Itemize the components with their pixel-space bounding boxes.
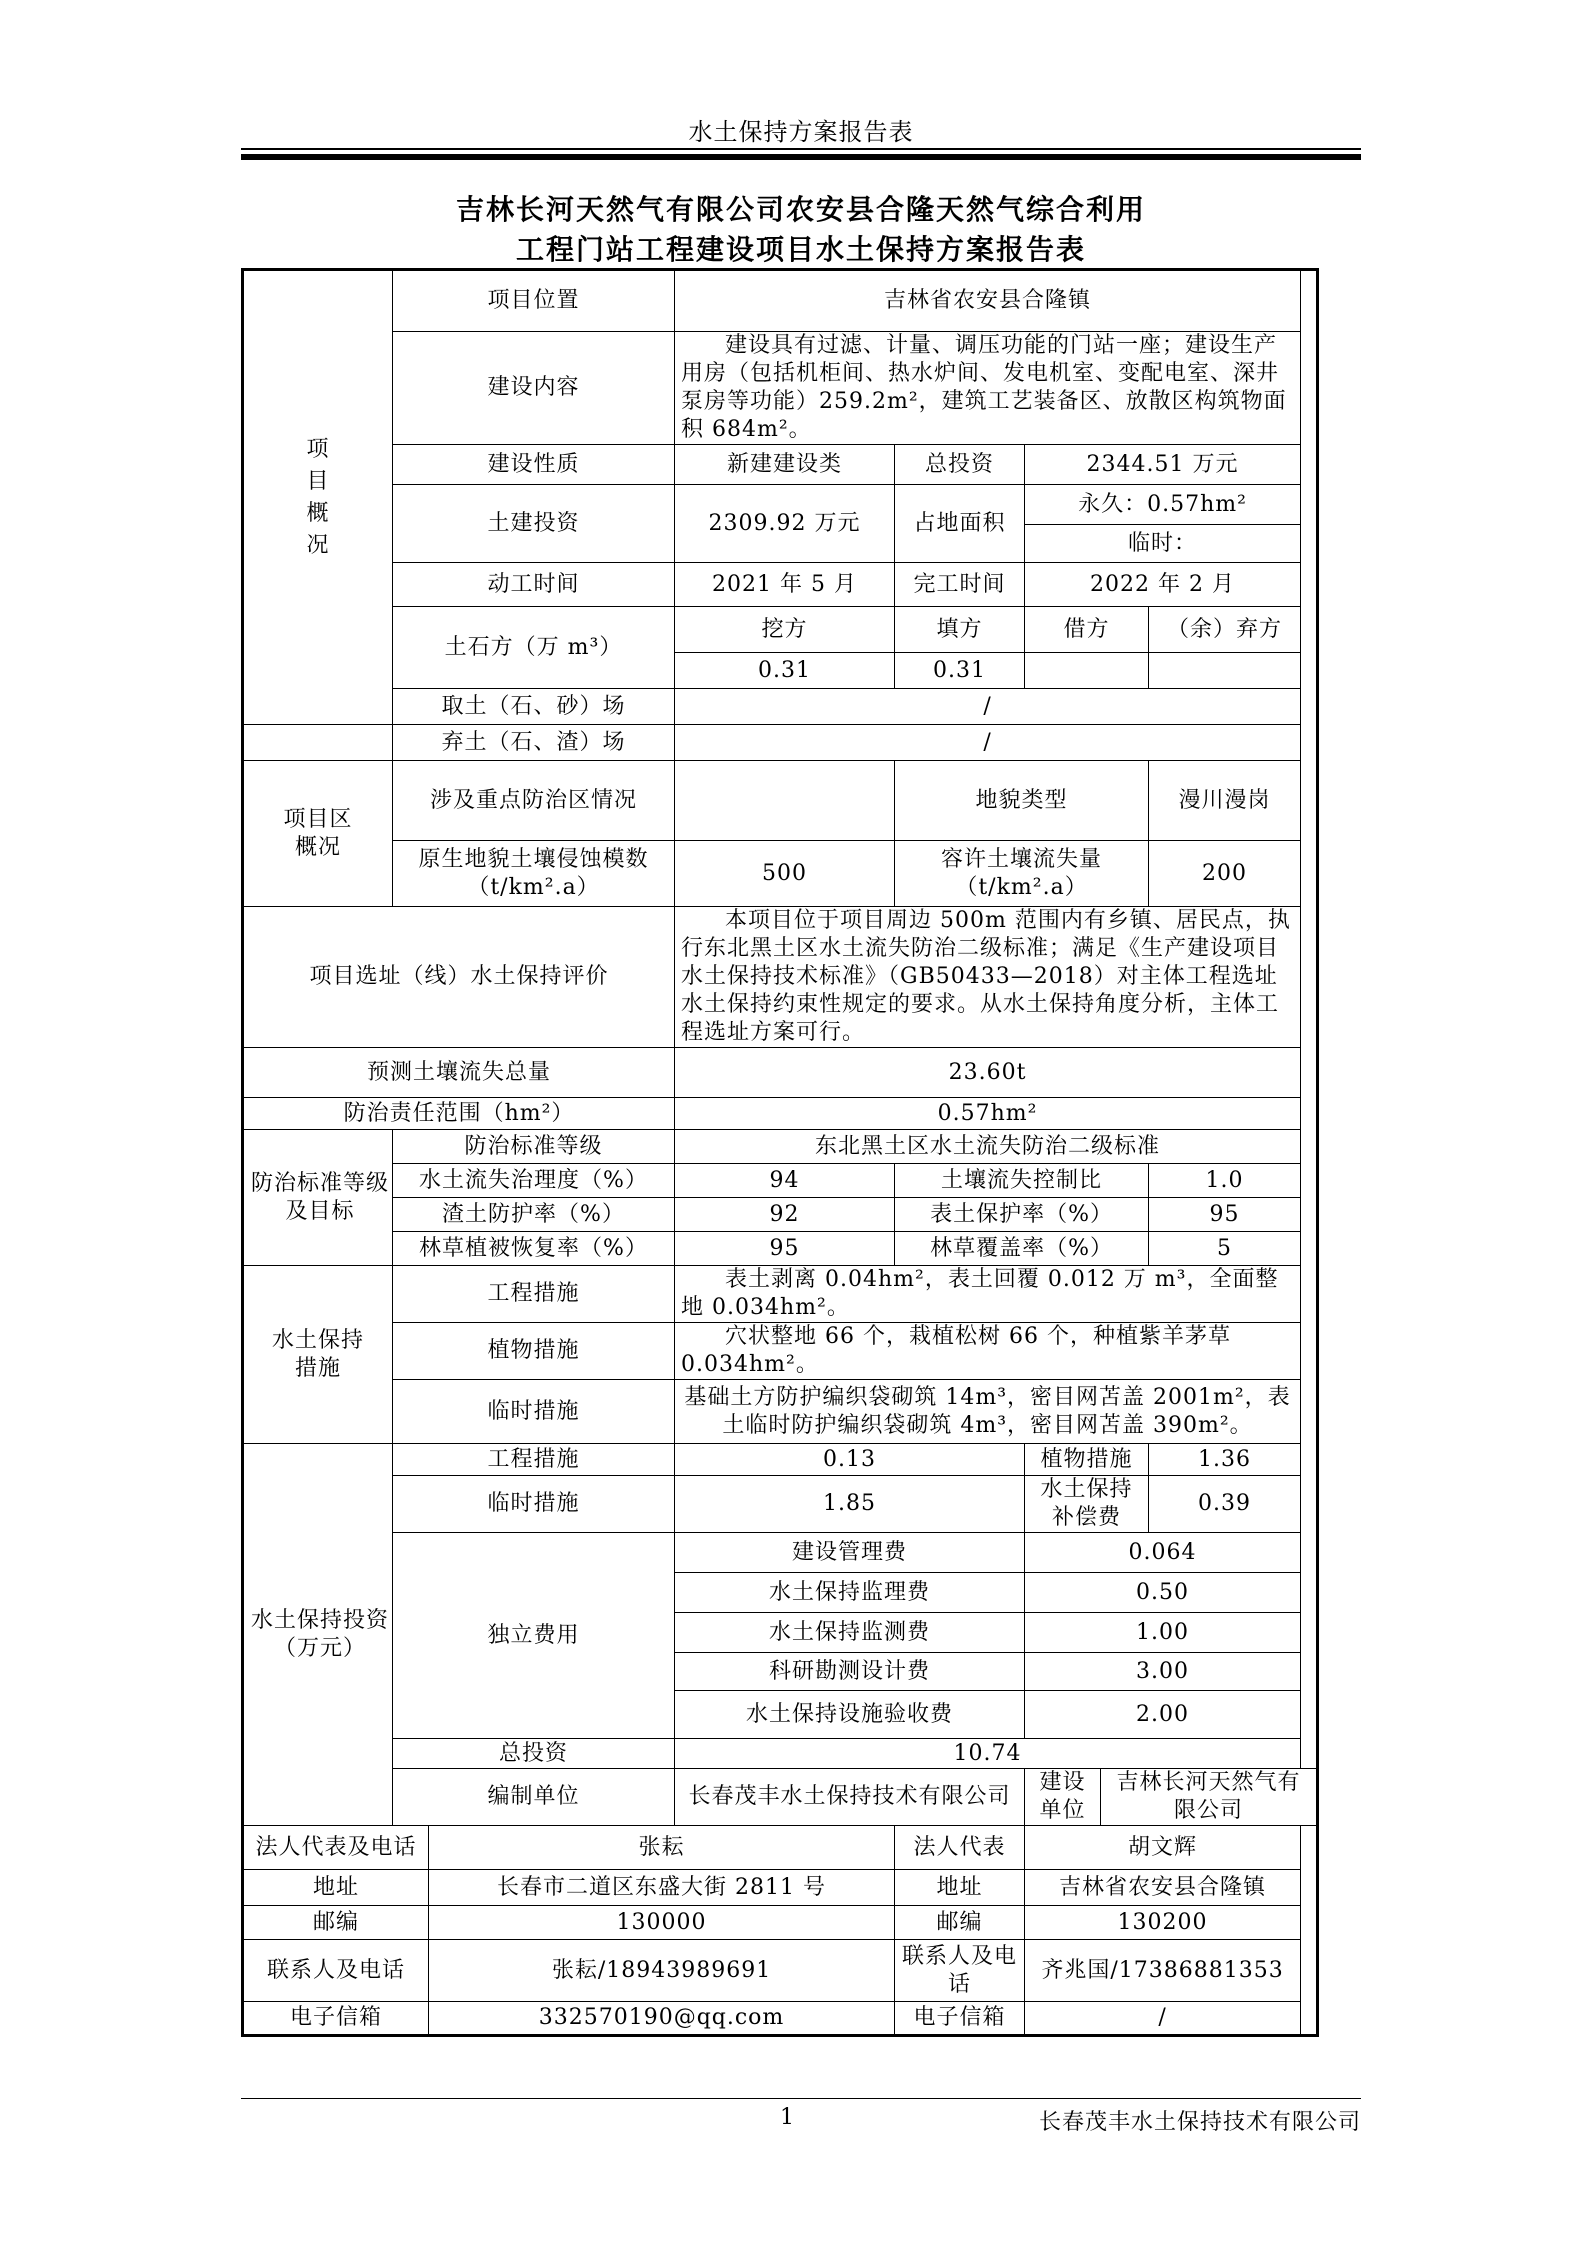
zip-left-value: 130000 [429, 1906, 895, 1940]
rep-right-value: 胡文辉 [1025, 1826, 1301, 1870]
rep-label: 法人代表 [895, 1826, 1025, 1870]
total-investment-label: 总投资 [895, 445, 1025, 485]
address-label: 地址 [895, 1870, 1025, 1906]
fee-label: 建设管理费 [675, 1533, 1025, 1573]
address-left-value: 长春市二道区东盛大街 2811 号 [429, 1870, 895, 1906]
header-rule-thin [241, 148, 1361, 150]
std-value: 5 [1149, 1232, 1301, 1266]
email-left-value: 332570190@qq.com [429, 2002, 895, 2036]
erosion-value: 500 [675, 841, 895, 907]
inv-veg-value: 1.36 [1149, 1444, 1301, 1476]
site-eval-label: 项目选址（线）水土保持评价 [243, 907, 675, 1048]
location-label: 项目位置 [393, 270, 675, 332]
inv-total-value: 10.74 [675, 1739, 1301, 1769]
inv-tmp-label: 临时措施 [393, 1476, 675, 1533]
std-label: 表土保护率（%） [895, 1198, 1149, 1232]
borrow-label: 借方 [1025, 607, 1149, 653]
address-right-value: 吉林省农安县合隆镇 [1025, 1870, 1301, 1906]
fill-label: 填方 [895, 607, 1025, 653]
footer-rule [241, 2098, 1361, 2099]
fee-label: 水土保持监测费 [675, 1613, 1025, 1653]
email-label: 电子信箱 [243, 2002, 429, 2036]
site-eval-text: 本项目位于项目周边 500m 范围内有乡镇、居民点，执行东北黑土区水土流失防治二级标准；满足《生产建设项目水土保持技术标准》（GB50433—2018）对主体工程选址水土保持约束性规定的要求。从水土保持角度分析，主体工程选址方案可行。 [675, 907, 1301, 1048]
fee-label: 水土保持监理费 [675, 1573, 1025, 1613]
title-line-1: 吉林长河天然气有限公司农安县合隆天然气综合利用 [455, 193, 1146, 226]
dig-value: 0.31 [675, 653, 895, 689]
inv-total-label: 总投资 [393, 1739, 675, 1769]
location-value: 吉林省农安县合隆镇 [675, 270, 1301, 332]
spoil-label: （余）弃方 [1149, 607, 1301, 653]
independent-fee-label: 独立费用 [393, 1533, 675, 1739]
std-value: 94 [675, 1164, 895, 1198]
total-investment-value: 2344.51 万元 [1025, 445, 1301, 485]
civil-investment-label: 土建投资 [393, 485, 675, 563]
inv-tmp-value: 1.85 [675, 1476, 1025, 1533]
start-time-label: 动工时间 [393, 563, 675, 607]
land-permanent-value: 永久：0.57hm² [1025, 485, 1301, 525]
spoil-value [1149, 653, 1301, 689]
allowable-loss-label: 容许土壤流失量（t/km².a） [895, 841, 1149, 907]
engineering-measures-label: 工程措施 [393, 1266, 675, 1323]
fill-value: 0.31 [895, 653, 1025, 689]
fee-label: 科研勘测设计费 [675, 1653, 1025, 1691]
erosion-label: 原生地貌土壤侵蚀模数（t/km².a） [393, 841, 675, 907]
fee-label: 水土保持设施验收费 [675, 1691, 1025, 1739]
std-label: 水土流失治理度（%） [393, 1164, 675, 1198]
std-label: 林草植被恢复率（%） [393, 1232, 675, 1266]
section-project-overview: 项目概况 [243, 270, 393, 725]
footer-company: 长春茂丰水土保持技术有限公司 [1038, 2110, 1361, 2135]
email-right-value: / [1025, 2002, 1301, 2036]
zip-label: 邮编 [243, 1906, 429, 1940]
spoil-site-label: 弃土（石、渣）场 [393, 725, 675, 761]
borrow-value [1025, 653, 1149, 689]
rep-left-value: 张耘 [429, 1826, 895, 1870]
inv-eng-label: 工程措施 [393, 1444, 675, 1476]
fee-value: 0.064 [1025, 1533, 1301, 1573]
borrow-site-value: / [675, 689, 1301, 725]
end-time-label: 完工时间 [895, 563, 1025, 607]
section-measures: 水土保持措施 [243, 1266, 393, 1444]
title-line-2: 工程门站工程建设项目水土保持方案报告表 [515, 233, 1086, 266]
section-standards: 防治标准等级及目标 [243, 1130, 393, 1266]
vegetation-measures-text: 穴状整地 66 个，栽植松树 66 个，种植紫羊茅草 0.034hm²。 [675, 1323, 1301, 1380]
land-temporary-value: 临时： [1025, 525, 1301, 563]
page-header: 水土保持方案报告表 [688, 118, 914, 146]
grade-label: 防治标准等级 [393, 1130, 675, 1164]
contact-right-value: 齐兆国/17386881353 [1025, 1940, 1301, 2002]
document-title [241, 190, 1361, 270]
key-zone-label: 涉及重点防治区情况 [393, 761, 675, 841]
zip-right-value: 130200 [1025, 1906, 1301, 1940]
contact-label: 联系人及电话 [895, 1940, 1025, 2002]
zip-label: 邮编 [895, 1906, 1025, 1940]
nature-label: 建设性质 [393, 445, 675, 485]
rep-phone-label: 法人代表及电话 [243, 1826, 429, 1870]
content-label: 建设内容 [393, 332, 675, 445]
nature-value: 新建建设类 [675, 445, 895, 485]
inv-comp-value: 0.39 [1149, 1476, 1301, 1533]
header-rule-thick [241, 154, 1361, 160]
temporary-measures-label: 临时措施 [393, 1380, 675, 1444]
fee-value: 1.00 [1025, 1613, 1301, 1653]
spoil-site-value: / [675, 725, 1301, 761]
start-time-value: 2021 年 5 月 [675, 563, 895, 607]
builder-value: 吉林长河天然气有限公司 [1101, 1769, 1318, 1826]
predicted-loss-label: 预测土壤流失总量 [243, 1048, 675, 1098]
landform-label: 地貌类型 [895, 761, 1149, 841]
engineering-measures-text: 表土剥离 0.04hm²，表土回覆 0.012 万 m³，全面整地 0.034hm²。 [675, 1266, 1301, 1323]
section-investment: 水土保持投资（万元） [243, 1444, 393, 1826]
end-time-value: 2022 年 2 月 [1025, 563, 1301, 607]
page-number: 1 [780, 2105, 794, 2130]
std-label: 土壤流失控制比 [895, 1164, 1149, 1198]
contact-label: 联系人及电话 [243, 1940, 429, 2002]
fee-value: 3.00 [1025, 1653, 1301, 1691]
inv-eng-value: 0.13 [675, 1444, 1025, 1476]
std-label: 渣土防护率（%） [393, 1198, 675, 1232]
std-value: 92 [675, 1198, 895, 1232]
civil-investment-value: 2309.92 万元 [675, 485, 895, 563]
landform-value: 漫川漫岗 [1149, 761, 1301, 841]
content-value: 建设具有过滤、计量、调压功能的门站一座；建设生产用房（包括机柜间、热水炉间、发电机室、变配电室、深井泵房等功能）259.2m²，建筑工艺装备区、放散区构筑物面积 684m²。 [675, 332, 1301, 445]
allowable-loss-value: 200 [1149, 841, 1301, 907]
report-table [241, 268, 1319, 2037]
fee-value: 2.00 [1025, 1691, 1301, 1739]
address-label: 地址 [243, 1870, 429, 1906]
std-value: 95 [675, 1232, 895, 1266]
contact-left-value: 张耘/18943989691 [429, 1940, 895, 2002]
key-zone-value [675, 761, 895, 841]
temporary-measures-text: 基础土方防护编织袋砌筑 14m³，密目网苫盖 2001m²，表土临时防护编织袋砌筑 4m³，密目网苫盖 390m²。 [675, 1380, 1301, 1444]
earthwork-label: 土石方（万 m³） [393, 607, 675, 689]
inv-veg-label: 植物措施 [1025, 1444, 1149, 1476]
inv-comp-label: 水土保持补偿费 [1025, 1476, 1149, 1533]
org-label: 编制单位 [393, 1769, 675, 1826]
grade-value: 东北黑土区水土流失防治二级标准 [675, 1130, 1301, 1164]
std-value: 1.0 [1149, 1164, 1301, 1198]
std-label: 林草覆盖率（%） [895, 1232, 1149, 1266]
land-area-label: 占地面积 [895, 485, 1025, 563]
email-label: 电子信箱 [895, 2002, 1025, 2036]
dig-label: 挖方 [675, 607, 895, 653]
vegetation-measures-label: 植物措施 [393, 1323, 675, 1380]
std-value: 95 [1149, 1198, 1301, 1232]
responsibility-scope-label: 防治责任范围（hm²） [243, 1098, 675, 1130]
predicted-loss-value: 23.60t [675, 1048, 1301, 1098]
fee-value: 0.50 [1025, 1573, 1301, 1613]
borrow-site-label: 取土（石、砂）场 [393, 689, 675, 725]
section-project-area: 项目区概况 [243, 761, 393, 907]
responsibility-scope-value: 0.57hm² [675, 1098, 1301, 1130]
org-value: 长春茂丰水土保持技术有限公司 [675, 1769, 1025, 1826]
builder-label: 建设单位 [1025, 1769, 1101, 1826]
